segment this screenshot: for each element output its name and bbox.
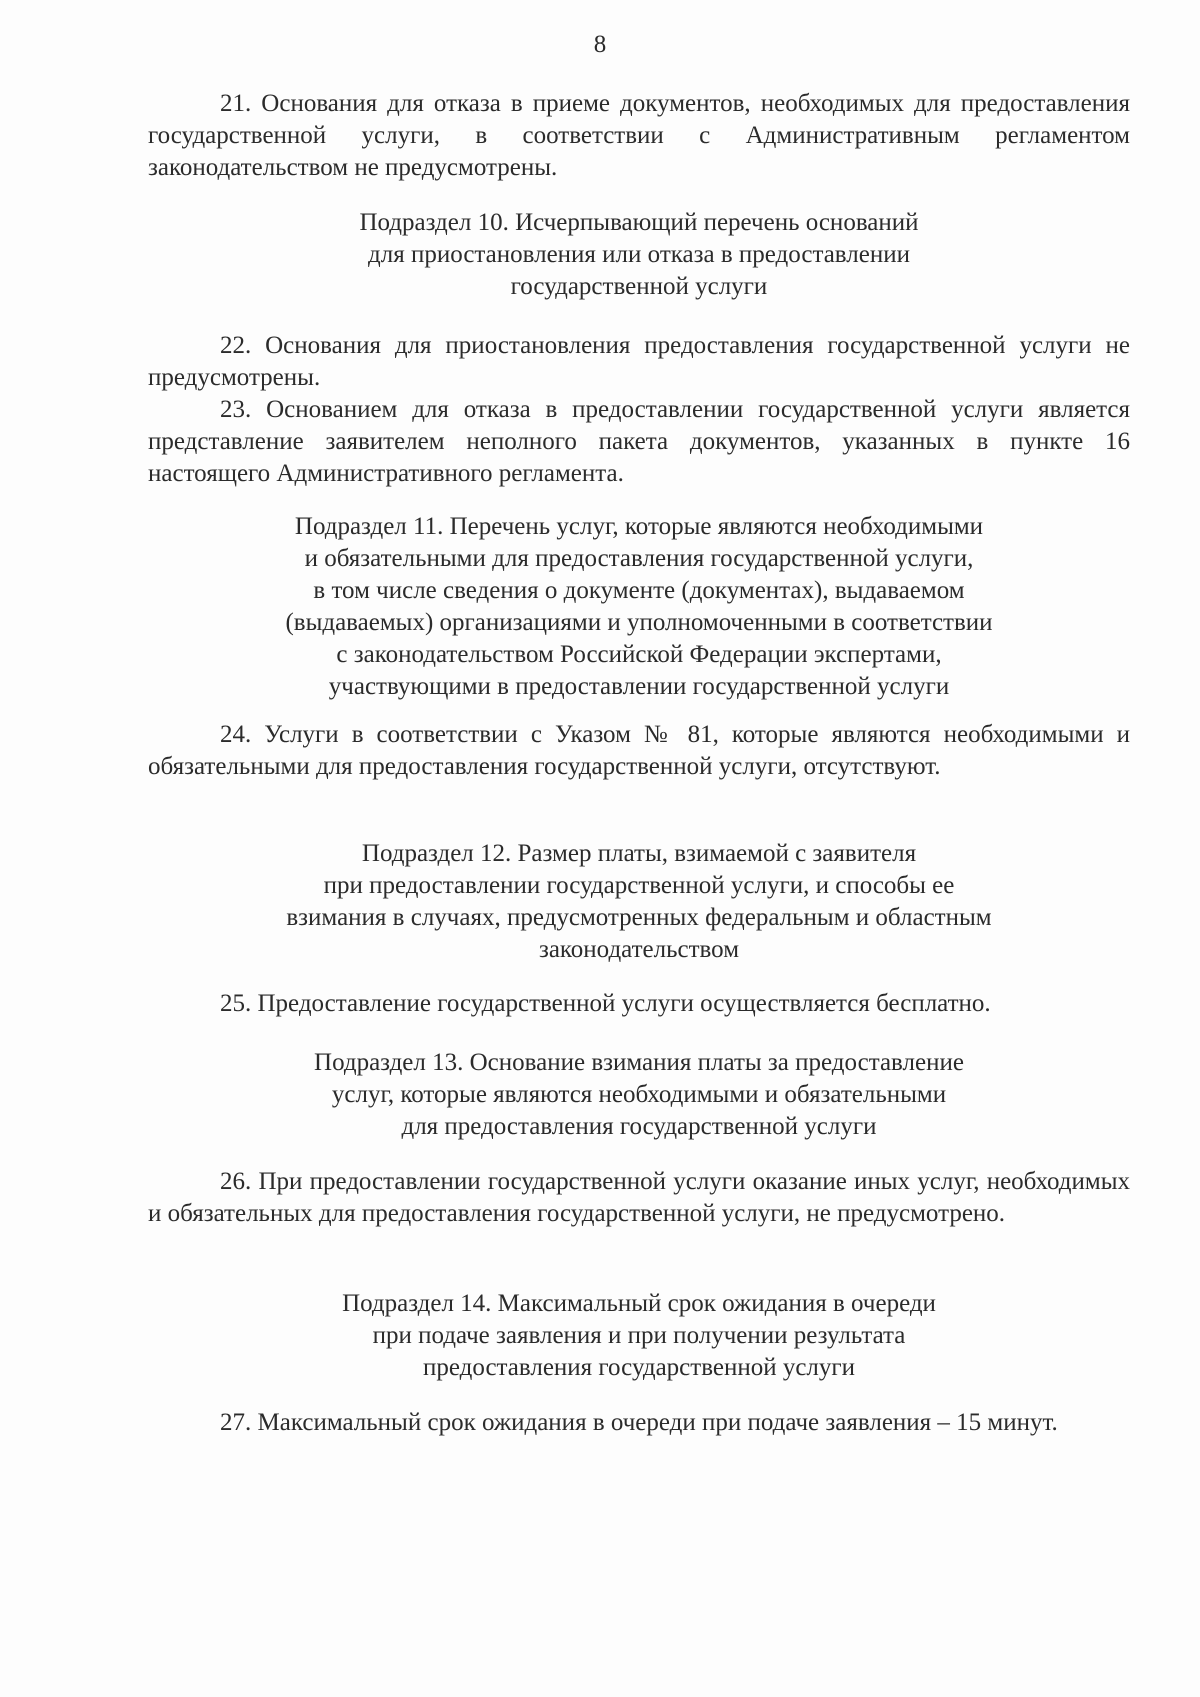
paragraph-26: 26. При предоставлении государственной услуги оказание иных услуг, необходимых и обязательных для предоставления государственной услуги, не предусмотрено.	[148, 1168, 1130, 1227]
paragraph-24: 24. Услуги в соответствии с Указом № 81, которые являются необходимыми и обязательными для предоставления государственной услуги, отсутствуют.	[148, 721, 1130, 780]
page-number: 8	[593, 31, 607, 58]
subsection-13-heading: Подраздел 13. Основание взимания платы за предоставление услуг, которые являются необходимыми и обязательными для предоставления государственной услуги	[314, 1049, 964, 1140]
subsection-10-heading: Подраздел 10. Исчерпывающий перечень оснований для приостановления или отказа в предоставлении государственной услуги	[359, 209, 919, 300]
paragraph-27: 27. Максимальный срок ожидания в очереди при подаче заявления – 15 минут.	[220, 1409, 1058, 1436]
paragraph-23: 23. Основанием для отказа в предоставлении государственной услуги является представление заявителем неполного пакета документов, указанных в пункте 16 настоящего Административного регламента.	[148, 396, 1130, 487]
paragraph-22: 22. Основания для приостановления предоставления государственной услуги не предусмотрены.	[148, 332, 1130, 391]
paragraph-21: 21. Основания для отказа в приеме документов, необходимых для предоставления государственной услуги, в соответствии с Административным регламентом законодательством не предусмотрены.	[148, 90, 1130, 181]
paragraph-25: 25. Предоставление государственной услуги осуществляется бесплатно.	[220, 990, 991, 1017]
subsection-14-heading: Подраздел 14. Максимальный срок ожидания в очереди при подаче заявления и при получении результата предоставления государственной услуги	[342, 1290, 936, 1381]
subsection-11-heading: Подраздел 11. Перечень услуг, которые являются необходимыми и обязательными для предоставления государственной услуги, в том числе сведения о документе (документах), выдаваемом (выдаваемых) организациями и уполномоченными в соответствии с законодательством Российской Федерации экспертами, участвующими в предоставлении государственной услуги	[285, 513, 993, 700]
subsection-12-heading: Подраздел 12. Размер платы, взимаемой с заявителя при предоставлении государственной услуги, и способы ее взимания в случаях, предусмотренных федеральным и областным законодательством	[286, 840, 992, 963]
